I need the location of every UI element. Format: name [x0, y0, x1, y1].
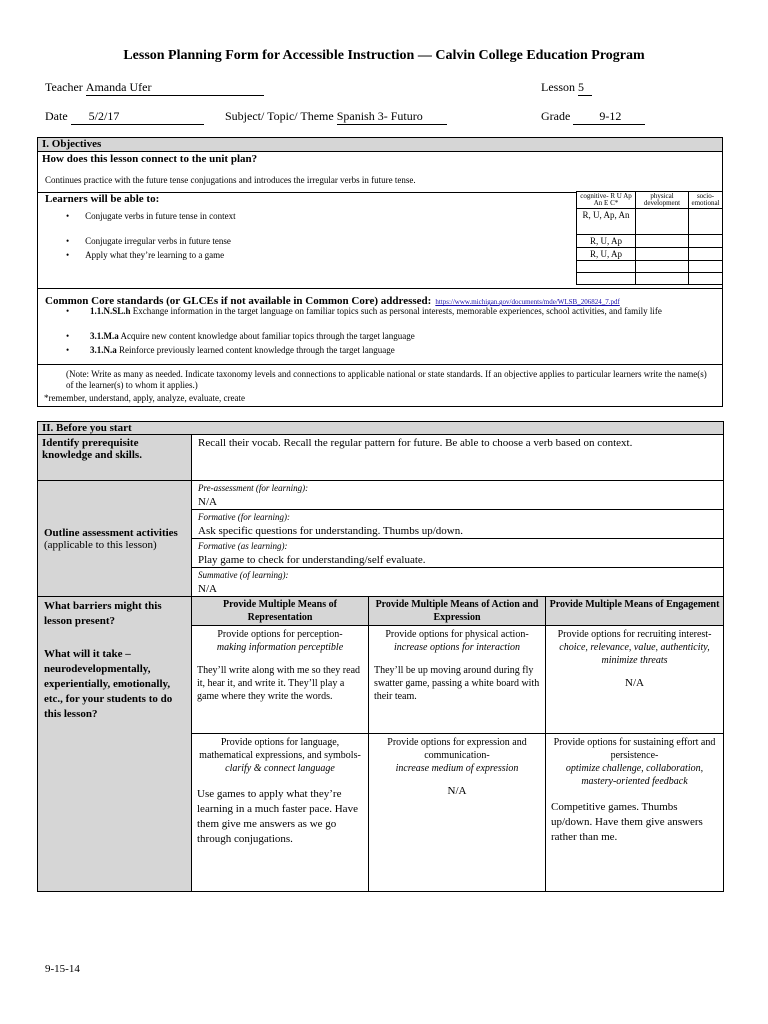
- teacher-label: Teacher: [45, 80, 83, 94]
- obj1-cog: R, U, Ap, An: [577, 209, 636, 235]
- objectives-note: (Note: Write as many as needed. Indicate taxonomy levels and connections to applicable national or state standards. If an objective applies to particular learners write the name(s) of the learner(s) to whom it applies.): [66, 369, 707, 390]
- socio-header: socio-emotional: [689, 192, 723, 209]
- udl-cell: Provide options for recruiting interest- choice, relevance, value, authenticity, minimize threats N/A: [546, 626, 724, 734]
- connect-answer: Continues practice with the future tense conjugations and introduces the irregular verbs in future tense.: [45, 175, 416, 185]
- teacher-row: [45, 80, 264, 96]
- date-value: 5/2/17: [71, 109, 204, 125]
- assessment-item: Pre-assessment (for learning): N/A: [192, 481, 724, 510]
- assess-label-cell: [38, 481, 192, 597]
- standard-item: • 3.1.M.a Acquire new content knowledge about familiar topics through the target language: [66, 331, 415, 341]
- take-question: What will it take – neurodevelopmentally, experientially, emotionally, etc., for your students to do this lesson?: [44, 648, 173, 720]
- date-row: [45, 109, 204, 125]
- objectives-taxonomy-table: [576, 191, 723, 285]
- subject-value: Spanish 3- Futuro: [337, 109, 447, 125]
- phys-header: physical development: [636, 192, 689, 209]
- lesson-row: [541, 80, 592, 96]
- barriers-question: What barriers might this lesson present?: [44, 600, 162, 627]
- objective-item: • Conjugate irregular verbs in future tense: [66, 236, 231, 246]
- standard-item: • 1.1.N.SL.h Exchange information in the target language on familiar topics such as personal interests, memorable experiences, school activities, and family life: [66, 306, 662, 316]
- grade-row: [541, 109, 645, 125]
- udl-header: Provide Multiple Means of Representation: [192, 597, 369, 626]
- objectives-heading: I. Objectives: [38, 138, 722, 152]
- assessment-item: Formative (for learning): Ask specific questions for understanding. Thumbs up/down.: [192, 510, 724, 539]
- lesson-value: 5: [578, 80, 592, 96]
- connect-question: How does this lesson connect to the unit plan?: [42, 153, 258, 165]
- before-section: [37, 421, 724, 892]
- udl-cell: Provide options for language, mathematical expressions, and symbols- clarify & connect language Use games to apply what they’re learning in a much faster pace. Have them give me answers as we go through conjugations.: [192, 734, 369, 892]
- udl-cell: Provide options for expression and communication- increase medium of expression N/A: [369, 734, 546, 892]
- teacher-value: Amanda Ufer: [86, 80, 264, 96]
- subject-label: Subject/ Topic/ Theme: [225, 109, 334, 123]
- obj3-cog: R, U, Ap: [577, 248, 636, 261]
- grade-value: 9-12: [573, 109, 645, 125]
- assessment-item: Formative (as learning): Play game to check for understanding/self evaluate.: [192, 539, 724, 568]
- cc-label: Common Core standards (or GLCEs if not available in Common Core) addressed:: [45, 295, 432, 307]
- assess-note: (applicable to this lesson): [44, 538, 157, 551]
- lesson-label: Lesson: [541, 80, 575, 94]
- footer-date: 9-15-14: [45, 963, 80, 975]
- standard-item: • 3.1.N.a Reinforce previously learned content knowledge through the target language: [66, 345, 395, 355]
- page-title: Lesson Planning Form for Accessible Instruction — Calvin College Education Program: [123, 48, 645, 63]
- objectives-footnote: *remember, understand, apply, analyze, evaluate, create: [44, 393, 245, 403]
- cc-link[interactable]: https://www.michigan.gov/documents/mde/WLSB_206824_7.pdf: [435, 298, 620, 306]
- assess-label: Outline assessment activities: [44, 526, 178, 539]
- assessment-item: Summative (of learning): N/A: [192, 568, 724, 597]
- objective-item: • Apply what they’re learning to a game: [66, 250, 225, 260]
- cog-header: cognitive- R U Ap An E C*: [577, 192, 636, 209]
- objective-item: • Conjugate verbs in future tense in context: [66, 211, 236, 221]
- udl-cell: Provide options for physical action- increase options for interaction They’ll be up moving around during fly swatter game, passing a white board with their team.: [369, 626, 546, 734]
- udl-header: Provide Multiple Means of Action and Expression: [369, 597, 546, 626]
- obj2-cog: R, U, Ap: [577, 235, 636, 248]
- before-heading: II. Before you start: [38, 422, 724, 435]
- date-label: Date: [45, 109, 68, 123]
- objectives-section: [37, 137, 723, 407]
- prereq-label: Identify prerequisite knowledge and skills.: [38, 435, 192, 481]
- subject-row: [225, 109, 447, 125]
- learners-label: Learners will be able to:: [45, 193, 160, 205]
- prereq-value: Recall their vocab. Recall the regular pattern for future. Be able to choose a verb based on context.: [192, 435, 724, 481]
- udl-cell: Provide options for perception- making information perceptible They’ll write along with me so they read it, hear it, and write it. They’ll play a game where they write the words.: [192, 626, 369, 734]
- grade-label: Grade: [541, 109, 571, 123]
- udl-header: Provide Multiple Means of Engagement: [546, 597, 724, 626]
- udl-cell: Provide options for sustaining effort and persistence- optimize challenge, collaboration, mastery-oriented feedback Competitive games. Thumbs up/down. Have them give answers rather than me.: [546, 734, 724, 892]
- barriers-cell: [38, 597, 192, 892]
